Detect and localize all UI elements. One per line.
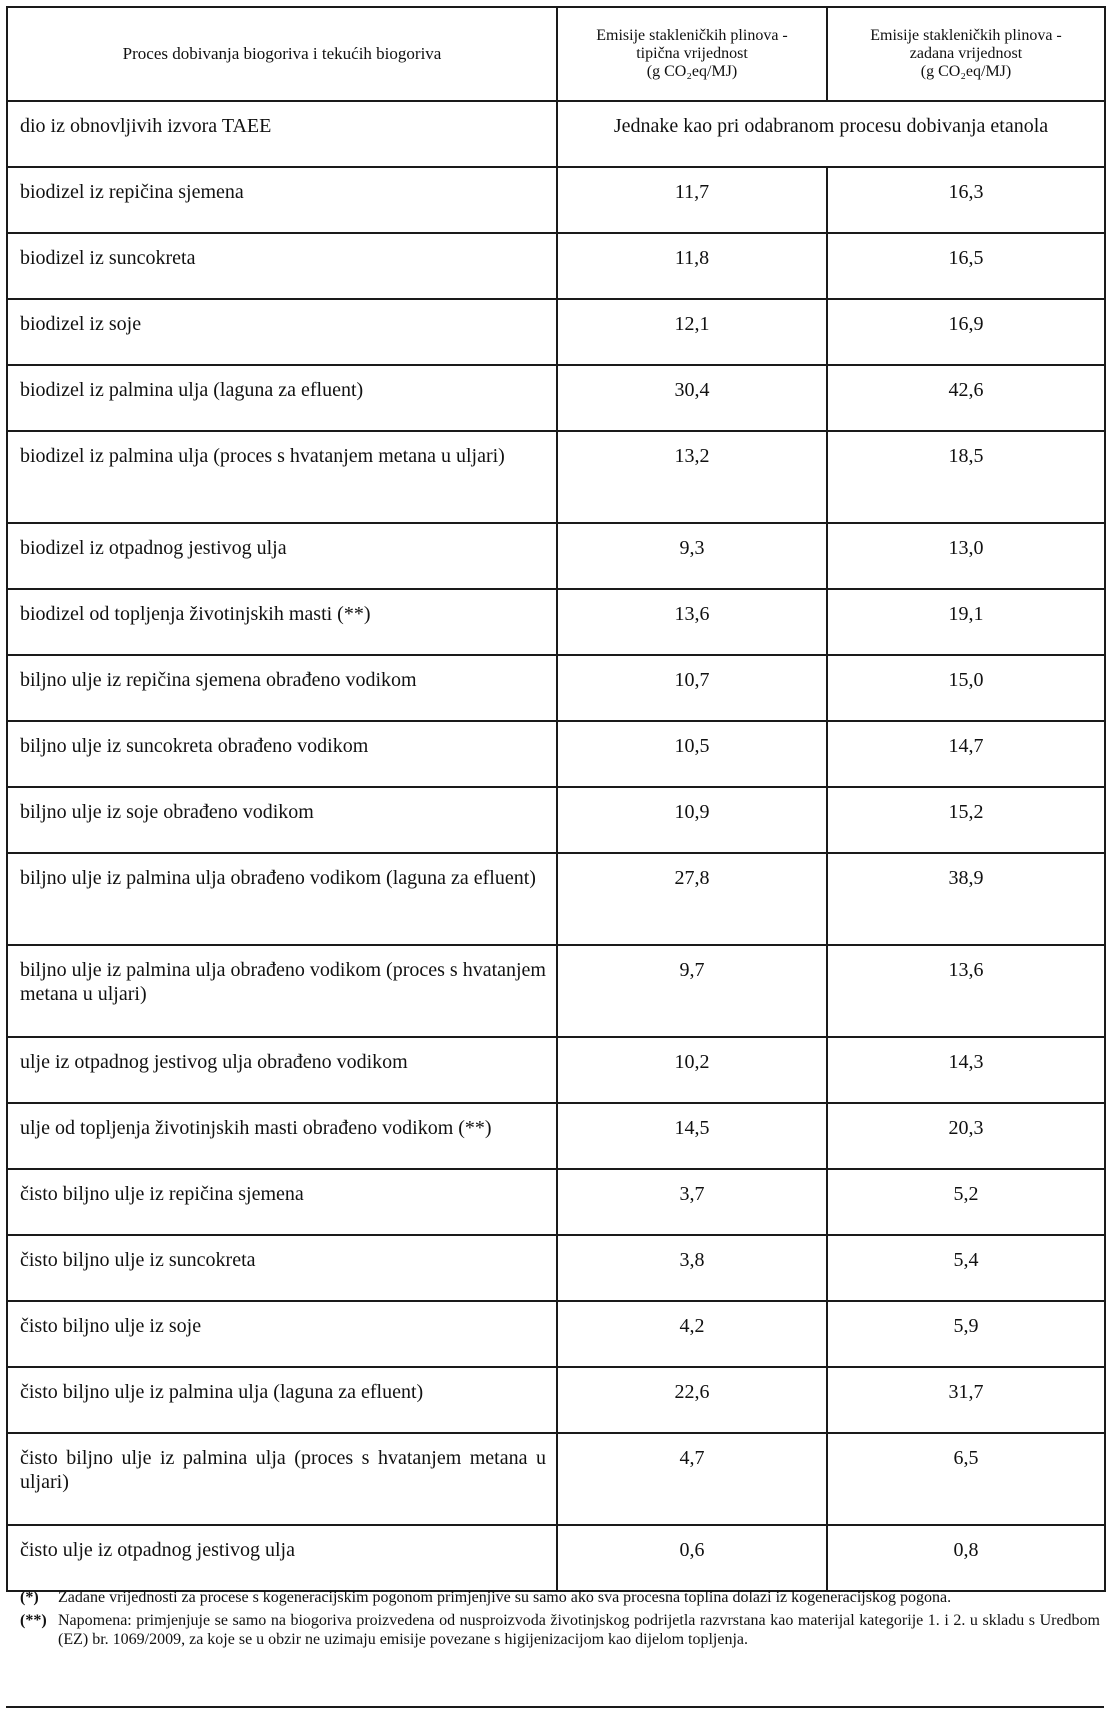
default-value-cell: 38,9 — [827, 853, 1105, 945]
table-row — [7, 1301, 1105, 1367]
table-row — [7, 233, 1105, 299]
header-typical-value — [557, 7, 827, 101]
footnote-text: Zadane vrijednosti za procese s kogeneracijskim pogonom primjenjive su samo ako sva procesna toplina dolazi iz kogeneracijskog pogona. — [58, 1589, 952, 1606]
typical-value-cell: 27,8 — [557, 853, 827, 945]
typical-value-cell: 10,5 — [557, 721, 827, 787]
default-value-cell: 14,3 — [827, 1037, 1105, 1103]
header-typical-line: Emisije stakleničkih plinova - — [596, 27, 788, 44]
header-default-unit: (g CO₂eq/MJ) — [920, 63, 1012, 80]
process-cell: čisto biljno ulje iz suncokreta — [7, 1235, 557, 1301]
table-row — [7, 1103, 1105, 1169]
process-cell: biodizel iz repičina sjemena — [7, 167, 557, 233]
typical-value-cell: 13,6 — [557, 589, 827, 655]
default-value-cell: 5,4 — [827, 1235, 1105, 1301]
header-process: Proces dobivanja biogoriva i tekućih biogoriva — [7, 7, 557, 101]
footnote — [20, 1588, 1100, 1607]
default-value-cell: 42,6 — [827, 365, 1105, 431]
default-value-cell: 31,7 — [827, 1367, 1105, 1433]
typical-value-cell: 4,2 — [557, 1301, 827, 1367]
typical-value-cell: 10,7 — [557, 655, 827, 721]
emissions-table — [6, 6, 1106, 1592]
process-cell: biljno ulje iz palmina ulja obrađeno vodikom (laguna za efluent) — [7, 853, 557, 945]
process-cell: čisto ulje iz otpadnog jestivog ulja — [7, 1525, 557, 1591]
process-cell: ulje od topljenja životinjskih masti obrađeno vodikom (**) — [7, 1103, 557, 1169]
typical-value-cell: 13,2 — [557, 431, 827, 523]
table-row — [7, 431, 1105, 523]
table-row — [7, 365, 1105, 431]
process-cell: čisto biljno ulje iz palmina ulja (proces s hvatanjem metana u uljari) — [7, 1433, 557, 1525]
table-row — [7, 945, 1105, 1037]
merged-value-cell: Jednake kao pri odabranom procesu dobivanja etanola — [557, 101, 1105, 167]
process-cell: dio iz obnovljivih izvora TAEE — [7, 101, 557, 167]
default-value-cell: 15,2 — [827, 787, 1105, 853]
process-cell: ulje iz otpadnog jestivog ulja obrađeno vodikom — [7, 1037, 557, 1103]
table-row — [7, 523, 1105, 589]
table-row — [7, 853, 1105, 945]
default-value-cell: 13,6 — [827, 945, 1105, 1037]
typical-value-cell: 9,7 — [557, 945, 827, 1037]
typical-value-cell: 14,5 — [557, 1103, 827, 1169]
typical-value-cell: 3,7 — [557, 1169, 827, 1235]
default-value-cell: 16,3 — [827, 167, 1105, 233]
table-row — [7, 1235, 1105, 1301]
typical-value-cell: 11,7 — [557, 167, 827, 233]
table-header-row — [7, 7, 1105, 101]
table-row — [7, 1525, 1105, 1591]
table-row — [7, 655, 1105, 721]
default-value-cell: 14,7 — [827, 721, 1105, 787]
typical-value-cell: 22,6 — [557, 1367, 827, 1433]
typical-value-cell: 10,2 — [557, 1037, 827, 1103]
typical-value-cell: 9,3 — [557, 523, 827, 589]
process-cell: biodizel iz otpadnog jestivog ulja — [7, 523, 557, 589]
default-value-cell: 19,1 — [827, 589, 1105, 655]
footnote-mark: (*) — [20, 1589, 39, 1606]
header-default-line: zadana vrijednost — [909, 45, 1023, 62]
default-value-cell: 18,5 — [827, 431, 1105, 523]
table-row — [7, 167, 1105, 233]
table-row — [7, 1433, 1105, 1525]
process-cell: biodizel iz suncokreta — [7, 233, 557, 299]
typical-value-cell: 4,7 — [557, 1433, 827, 1525]
table-row — [7, 1169, 1105, 1235]
table-row — [7, 1037, 1105, 1103]
typical-value-cell: 3,8 — [557, 1235, 827, 1301]
typical-value-cell: 11,8 — [557, 233, 827, 299]
bottom-rule — [6, 1706, 1104, 1708]
default-value-cell: 5,2 — [827, 1169, 1105, 1235]
table-row — [7, 721, 1105, 787]
process-cell: biljno ulje iz repičina sjemena obrađeno vodikom — [7, 655, 557, 721]
footnote-text: Napomena: primjenjuje se samo na biogoriva proizvedena od nusproizvoda životinjskog podrijetla razvrstana kao materijal kategorije 1. i 2. u skladu s Uredbom (EZ) br. 1069/2009, za koje se u obzir ne uzimaju emisije povezane s higijenizacijom kao dijelom topljenja. — [58, 1612, 1100, 1648]
process-cell: čisto biljno ulje iz repičina sjemena — [7, 1169, 557, 1235]
default-value-cell: 0,8 — [827, 1525, 1105, 1591]
footnotes — [20, 1588, 1100, 1653]
table-row — [7, 1367, 1105, 1433]
table-row — [7, 787, 1105, 853]
process-cell: čisto biljno ulje iz soje — [7, 1301, 557, 1367]
typical-value-cell: 30,4 — [557, 365, 827, 431]
footnote-mark: (**) — [20, 1612, 47, 1629]
default-value-cell: 6,5 — [827, 1433, 1105, 1525]
header-default-line: Emisije stakleničkih plinova - — [870, 27, 1062, 44]
process-cell: biljno ulje iz palmina ulja obrađeno vodikom (proces s hvatanjem metana u uljari) — [7, 945, 557, 1037]
process-cell: biljno ulje iz soje obrađeno vodikom — [7, 787, 557, 853]
process-cell: biodizel iz soje — [7, 299, 557, 365]
typical-value-cell: 12,1 — [557, 299, 827, 365]
process-cell: biodizel iz palmina ulja (laguna za efluent) — [7, 365, 557, 431]
header-default-value — [827, 7, 1105, 101]
default-value-cell: 13,0 — [827, 523, 1105, 589]
header-typical-unit: (g CO₂eq/MJ) — [646, 63, 738, 80]
table-row — [7, 299, 1105, 365]
process-cell: čisto biljno ulje iz palmina ulja (laguna za efluent) — [7, 1367, 557, 1433]
table-row — [7, 589, 1105, 655]
default-value-cell: 16,5 — [827, 233, 1105, 299]
process-cell: biljno ulje iz suncokreta obrađeno vodikom — [7, 721, 557, 787]
footnote — [20, 1611, 1100, 1649]
header-typical-line: tipična vrijednost — [636, 45, 748, 62]
default-value-cell: 16,9 — [827, 299, 1105, 365]
typical-value-cell: 0,6 — [557, 1525, 827, 1591]
default-value-cell: 15,0 — [827, 655, 1105, 721]
typical-value-cell: 10,9 — [557, 787, 827, 853]
default-value-cell: 20,3 — [827, 1103, 1105, 1169]
default-value-cell: 5,9 — [827, 1301, 1105, 1367]
process-cell: biodizel od topljenja životinjskih masti (**) — [7, 589, 557, 655]
process-cell: biodizel iz palmina ulja (proces s hvatanjem metana u uljari) — [7, 431, 557, 523]
table-row-span — [7, 101, 1105, 167]
